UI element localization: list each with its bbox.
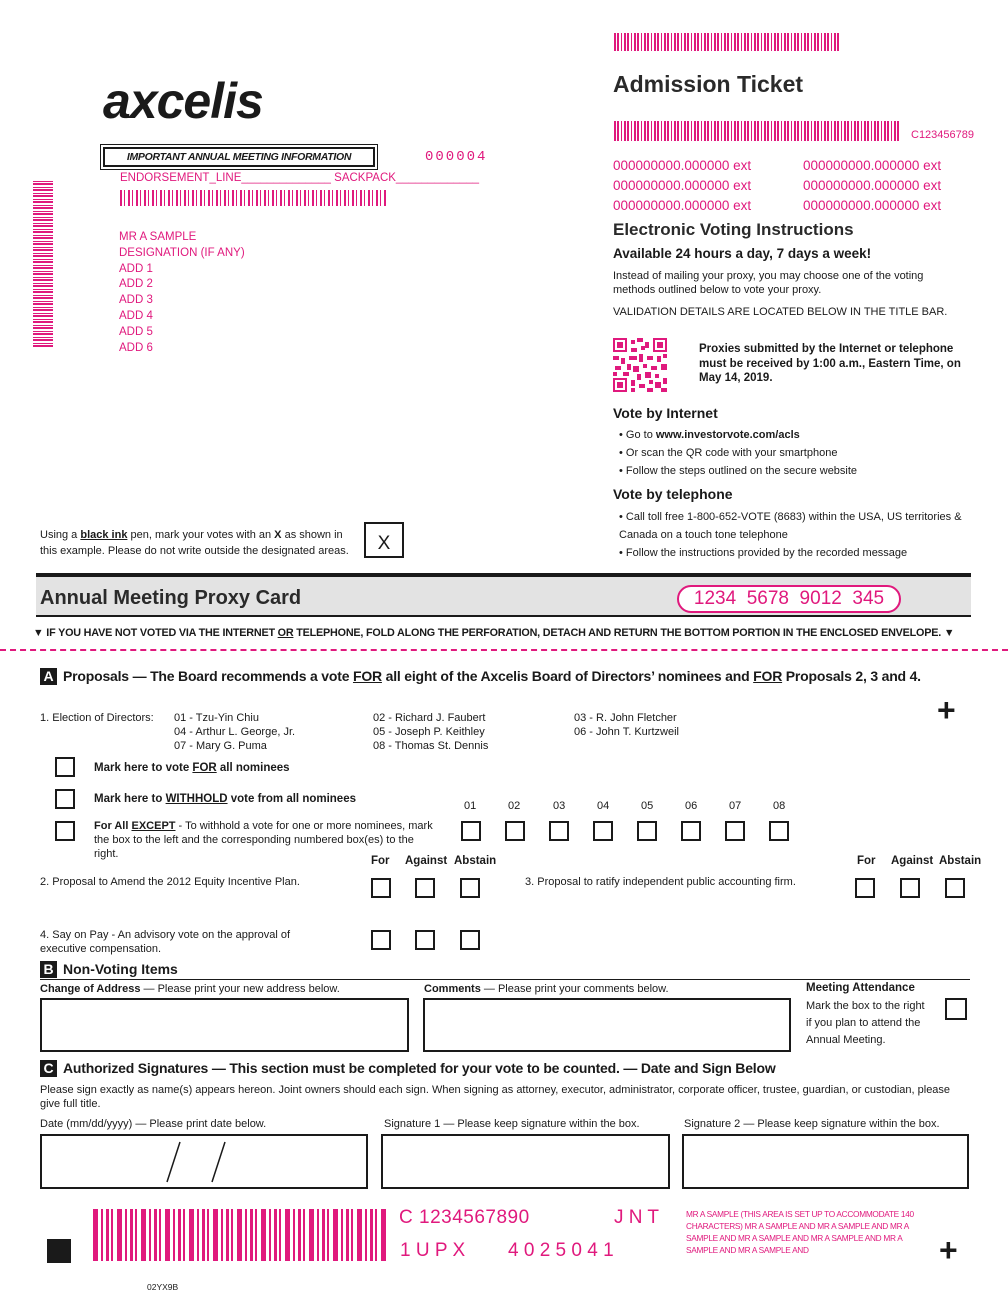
nominee: 08 - Thomas St. Dennis bbox=[373, 740, 489, 752]
telephone-step: • Call toll free 1-800-652-VOTE (8683) within the USA, US territories & Canada on a touch tone telephone bbox=[619, 511, 962, 541]
sequence-number: 000004 bbox=[425, 149, 488, 165]
example-x-mark: X bbox=[377, 533, 391, 554]
address-line: ADD 6 bbox=[119, 341, 153, 354]
control-code: C123456789 bbox=[911, 129, 975, 141]
ext-number: 000000000.000000 ext bbox=[613, 158, 752, 173]
control-barcode bbox=[614, 121, 900, 141]
voting-url-link[interactable]: www.investorvote.com/acls bbox=[655, 429, 800, 441]
endorsement-line: ENDORSEMENT_LINE______________ SACKPACK_____________ bbox=[120, 172, 480, 184]
vote-header-against: Against bbox=[405, 855, 448, 867]
nominee: 04 - Arthur L. George, Jr. bbox=[174, 726, 296, 738]
for-all-except-checkbox[interactable] bbox=[55, 821, 75, 841]
proxy-title-bar bbox=[36, 573, 971, 617]
vote-header-for: For bbox=[371, 855, 390, 867]
footer-sample-text: MR A SAMPLE (THIS AREA IS SET UP TO ACCOMMODATE 140 CHARACTERS) MR A SAMPLE AND MR A SAMPLE AND MR A SAMPLE AND MR A SAMPLE AND MR A SAMPLE AND MR A SAMPLE AND MR A SAMPLE AND bbox=[686, 1209, 914, 1255]
internet-title: Vote by Internet bbox=[613, 405, 718, 421]
section-b-header: B Non-Voting Items bbox=[40, 961, 178, 978]
nominee-03-checkbox[interactable] bbox=[549, 821, 569, 841]
evi-validation: VALIDATION DETAILS ARE LOCATED BELOW IN THE TITLE BAR. bbox=[613, 306, 948, 318]
vote-header-abstain: Abstain bbox=[454, 855, 497, 867]
internet-step: • Go to www.investorvote.com/acls bbox=[619, 429, 800, 441]
nominee: 05 - Joseph P. Keithley bbox=[373, 726, 485, 738]
telephone-title: Vote by telephone bbox=[613, 486, 733, 502]
section-a-header: A Proposals — The Board recommends a vote FOR all eight of the Axcelis Board of Directors’ nominees and FOR Proposals 2, 3 and 4. bbox=[40, 668, 921, 685]
admission-barcode bbox=[614, 33, 840, 51]
address-line: ADD 4 bbox=[119, 309, 153, 322]
vote-header-abstain: Abstain bbox=[939, 855, 982, 867]
meeting-attendance-title: Meeting Attendance bbox=[806, 982, 915, 994]
important-info-label: IMPORTANT ANNUAL MEETING INFORMATION bbox=[126, 151, 352, 163]
vote-for-all-label: Mark here to vote FOR all nominees bbox=[94, 762, 290, 774]
proposal-3-against-checkbox[interactable] bbox=[900, 878, 920, 898]
registration-plus-icon: + bbox=[937, 692, 956, 728]
nominees-col-3 bbox=[574, 711, 679, 739]
nominee-07-checkbox[interactable] bbox=[725, 821, 745, 841]
address-line: ADD 3 bbox=[119, 294, 153, 307]
address-line: MR A SAMPLE bbox=[119, 231, 197, 243]
ext-numbers bbox=[613, 156, 953, 216]
comments-field[interactable] bbox=[423, 998, 791, 1052]
voting-deadline: Proxies submitted by the Internet or telephone must be received by 1:00 a.m., Eastern Time, on May 14, 2019. bbox=[699, 343, 961, 384]
section-c-header: C Authorized Signatures — This section must be completed for your vote to be counted. — Date and Sign Below bbox=[40, 1060, 776, 1077]
address-line: ADD 5 bbox=[119, 325, 153, 338]
nominees-col-1 bbox=[174, 711, 295, 753]
section-letter: A bbox=[40, 668, 57, 685]
vote-for-all-checkbox[interactable] bbox=[55, 757, 75, 777]
nominee: 02 - Richard J. Faubert bbox=[373, 712, 486, 724]
footer-jnt: J N T bbox=[614, 1207, 660, 1228]
registration-square-icon bbox=[47, 1239, 71, 1263]
proposal-2-abstain-checkbox[interactable] bbox=[460, 878, 480, 898]
proposal-4-abstain-checkbox[interactable] bbox=[460, 930, 480, 950]
ink-instruction: Using a black ink pen, mark your votes with an X as shown in this example. Please do not write outside the designated areas. bbox=[40, 529, 349, 557]
important-info-box bbox=[103, 147, 375, 167]
section-letter: C bbox=[40, 1060, 57, 1077]
withhold-all-label: Mark here to WITHHOLD vote from all nominees bbox=[94, 793, 356, 805]
date-field[interactable] bbox=[40, 1134, 368, 1189]
nominee: 03 - R. John Fletcher bbox=[574, 712, 677, 724]
nominee-number: 02 bbox=[508, 800, 521, 812]
section-letter: B bbox=[40, 961, 57, 978]
postal-barcode bbox=[120, 190, 388, 206]
ext-number: 000000000.000000 ext bbox=[613, 178, 752, 193]
proxy-card-title: Annual Meeting Proxy Card bbox=[40, 587, 302, 609]
nominee-05-checkbox[interactable] bbox=[637, 821, 657, 841]
section-b-rule bbox=[40, 979, 970, 980]
vote-header-against: Against bbox=[891, 855, 934, 867]
example-mark-box bbox=[364, 522, 404, 558]
proposal-4-label: 4. Say on Pay - An advisory vote on the approval of executive compensation. bbox=[40, 929, 291, 955]
nominee: 06 - John T. Kurtzweil bbox=[574, 726, 679, 738]
nominee: 01 - Tzu-Yin Chiu bbox=[174, 712, 259, 724]
form-code: 02YX9B bbox=[147, 1282, 179, 1292]
ext-number: 000000000.000000 ext bbox=[803, 178, 942, 193]
withhold-all-checkbox[interactable] bbox=[55, 789, 75, 809]
proposal-3-label: 3. Proposal to ratify independent public accounting firm. bbox=[525, 876, 796, 888]
telephone-steps bbox=[619, 508, 974, 562]
mailing-address bbox=[119, 230, 245, 356]
qr-code-icon bbox=[613, 338, 667, 392]
nominee-number: 05 bbox=[641, 800, 654, 812]
ext-number: 000000000.000000 ext bbox=[613, 198, 752, 213]
ext-number: 000000000.000000 ext bbox=[803, 158, 942, 173]
evi-subtitle: Available 24 hours a day, 7 days a week! bbox=[613, 246, 872, 261]
ext-number: 000000000.000000 ext bbox=[803, 198, 942, 213]
signature-instructions: Please sign exactly as name(s) appears hereon. Joint owners should each sign. When signing as attorney, executor, administrator, corporate officer, trustee, guardian, or custodian, please give full title. bbox=[40, 1084, 951, 1110]
proposal-2-against-checkbox[interactable] bbox=[415, 878, 435, 898]
proposal-4-against-checkbox[interactable] bbox=[415, 930, 435, 950]
admission-title: Admission Ticket bbox=[613, 71, 804, 97]
nominee-01-checkbox[interactable] bbox=[461, 821, 481, 841]
nominee-number: 06 bbox=[685, 800, 698, 812]
perforation-line bbox=[0, 649, 1008, 651]
for-all-except-label: For All EXCEPT - To withhold a vote for one or more nominees, mark the box to the left and the corresponding numbered box(es) to the right. bbox=[94, 820, 433, 860]
nominee-04-checkbox[interactable] bbox=[593, 821, 613, 841]
vote-header-for: For bbox=[857, 855, 876, 867]
nominee-02-checkbox[interactable] bbox=[505, 821, 525, 841]
address-line: ADD 2 bbox=[119, 278, 153, 291]
proxy-control-number: 1234 5678 9012 345 bbox=[677, 585, 901, 613]
date-label: Date (mm/dd/yyyy) — Please print date below. bbox=[40, 1118, 267, 1130]
nominee-number: 08 bbox=[773, 800, 786, 812]
signature-2-field[interactable] bbox=[682, 1134, 969, 1189]
proposal-3-for-checkbox[interactable] bbox=[855, 878, 875, 898]
nominee-number: 07 bbox=[729, 800, 742, 812]
footer-upx: 1 U P X bbox=[400, 1240, 466, 1261]
signature-1-field[interactable] bbox=[381, 1134, 670, 1189]
telephone-step: • Follow the instructions provided by the recorded message bbox=[619, 547, 908, 559]
company-logo: axcelis bbox=[103, 73, 263, 129]
vertical-barcode bbox=[33, 180, 53, 347]
evi-intro: Instead of mailing your proxy, you may choose one of the voting methods outlined below to vote your proxy. bbox=[613, 270, 924, 296]
meeting-attendance-checkbox[interactable] bbox=[945, 998, 967, 1020]
meeting-attendance-text: Mark the box to the right if you plan to attend the Annual Meeting. bbox=[806, 1000, 925, 1046]
internet-steps bbox=[619, 426, 969, 480]
change-of-address-label: Change of Address — Please print your new address below. bbox=[40, 983, 340, 995]
nominees-col-2 bbox=[373, 711, 488, 753]
proposal-2-label: 2. Proposal to Amend the 2012 Equity Incentive Plan. bbox=[40, 876, 300, 888]
nominee-06-checkbox[interactable] bbox=[681, 821, 701, 841]
internet-step: • Or scan the QR code with your smartphone bbox=[619, 447, 838, 459]
date-separators bbox=[42, 1136, 365, 1186]
fold-instruction: ▼ IF YOU HAVE NOT VOTED VIA THE INTERNET OR TELEPHONE, FOLD ALONG THE PERFORATION, DETACH AND RETURN THE BOTTOM PORTION IN THE ENCLOSED ENVELOPE. ▼ bbox=[33, 627, 955, 639]
proposal-3-abstain-checkbox[interactable] bbox=[945, 878, 965, 898]
internet-step: • Follow the steps outlined on the secure website bbox=[619, 465, 858, 477]
signature-1-label: Signature 1 — Please keep signature within the box. bbox=[384, 1118, 640, 1130]
nominee: 07 - Mary G. Puma bbox=[174, 740, 267, 752]
signature-2-label: Signature 2 — Please keep signature within the box. bbox=[684, 1118, 940, 1130]
footer-barcode bbox=[93, 1209, 389, 1261]
nominee-number: 04 bbox=[597, 800, 610, 812]
footer-control: C 1234567890 bbox=[399, 1207, 530, 1228]
comments-label: Comments — Please print your comments below. bbox=[424, 983, 669, 995]
nominee-08-checkbox[interactable] bbox=[769, 821, 789, 841]
address-line: ADD 1 bbox=[119, 262, 153, 275]
footer-plus-icon: + bbox=[939, 1232, 958, 1268]
evi-title: Electronic Voting Instructions bbox=[613, 220, 854, 239]
proposal-4-for-checkbox[interactable] bbox=[371, 930, 391, 950]
footer-code: 4 0 2 5 0 4 1 bbox=[508, 1240, 614, 1261]
change-of-address-field[interactable] bbox=[40, 998, 409, 1052]
nominee-number: 01 bbox=[464, 800, 477, 812]
proposal-2-for-checkbox[interactable] bbox=[371, 878, 391, 898]
nominee-number: 03 bbox=[553, 800, 566, 812]
address-line: DESIGNATION (IF ANY) bbox=[119, 246, 245, 259]
election-label: 1. Election of Directors: bbox=[40, 712, 154, 724]
